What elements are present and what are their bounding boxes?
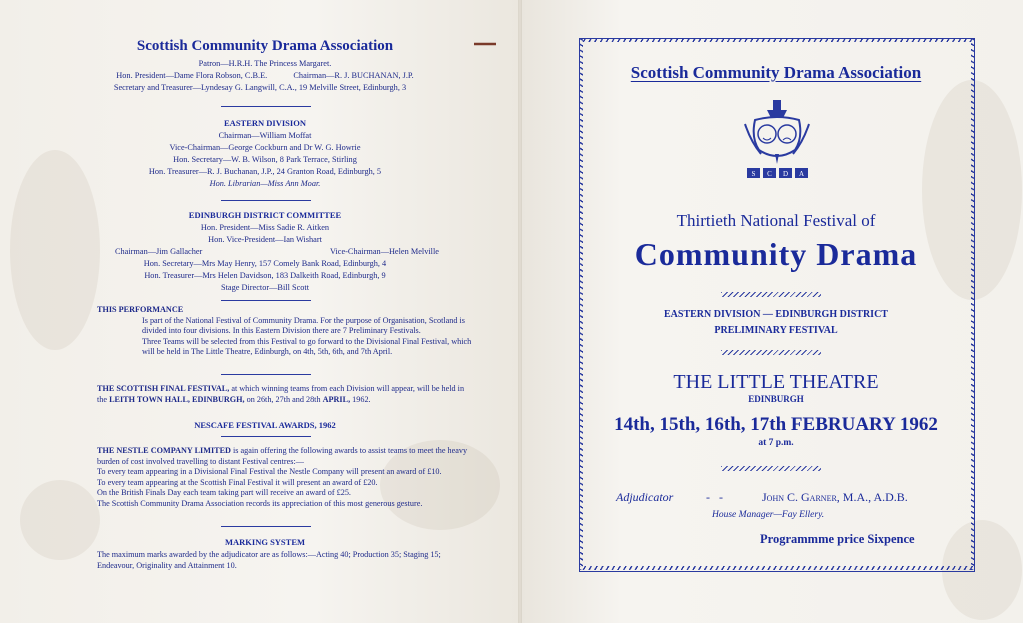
scottish-final-text: at which winning teams from each Division will appear, will be held in the bbox=[97, 384, 465, 404]
dc-treasurer: Hon. Treasurer—Mrs Helen Davidson, 183 Dalkeith Road, Edinburgh, 9 bbox=[144, 271, 386, 280]
squiggle-divider bbox=[721, 292, 821, 297]
scottish-final-text2: on 26th, 27th and 28th bbox=[244, 394, 323, 404]
stain bbox=[20, 480, 100, 560]
chairman: Chairman—R. J. BUCHANAN, J.P. bbox=[293, 71, 414, 80]
border-bottom-pattern bbox=[579, 566, 975, 570]
clip-mark-icon bbox=[472, 40, 498, 48]
marking-text: The maximum marks awarded by the adjudicator are as follows:—Acting 40; Production 35; Staging 15; Endeavour, Originality and Attainment 10. bbox=[97, 550, 441, 570]
divider bbox=[221, 200, 311, 201]
festival-line: Thirtieth National Festival of bbox=[676, 211, 876, 230]
border-left-pattern bbox=[579, 38, 583, 570]
ed-secretary: Hon. Secretary—W. B. Wilson, 8 Park Terrace, Stirling bbox=[173, 155, 357, 164]
ed-treasurer: Hon. Treasurer—R. J. Buchanan, J.P., 24 Granton Road, Edinburgh, 5 bbox=[148, 167, 382, 176]
this-performance-p1: Is part of the National Festival of Community Drama. For the purpose of Organisation, Scotland is divided into four divisions. In this Eastern Division there are 7 Preliminary Festivals. bbox=[142, 315, 465, 335]
nescafe-p2: To every team appearing in a Divisional Final Festival the Nestle Company will present an award of £10. bbox=[97, 467, 442, 476]
president-chairman-line bbox=[40, 70, 490, 82]
emblem-letter: A bbox=[798, 170, 805, 178]
divider bbox=[221, 106, 311, 107]
price: Programmme price Sixpence bbox=[760, 532, 915, 546]
dc-vice-president: Hon. Vice-President—Ian Wishart bbox=[208, 235, 322, 244]
nescafe-section bbox=[97, 446, 475, 509]
festival-title: Community Drama bbox=[634, 236, 918, 272]
patron-line: Patron—H.R.H. The Princess Margaret. bbox=[198, 59, 332, 68]
nescafe-p5: The Scottish Community Drama Association records its appreciation of this most generous gesture. bbox=[97, 498, 423, 508]
nescafe-heading: NESCAFE FESTIVAL AWARDS, 1962 bbox=[194, 420, 336, 430]
divider bbox=[221, 526, 311, 527]
nescafe-p4: On the British Finals Day each team taking part will receive an award of £25. bbox=[97, 488, 351, 497]
ed-vice-chairman: Vice-Chairman—George Cockburn and Dr W. G. Howrie bbox=[169, 143, 361, 152]
emblem-letter: S bbox=[751, 170, 756, 178]
emblem-letter: D bbox=[782, 170, 789, 178]
secretary-line: Secretary and Treasurer—Lyndesay G. Langwill, C.A., 19 Melville Street, Edinburgh, 3 bbox=[113, 83, 407, 92]
hon-president: Hon. President—Dame Flora Robson, C.B.E. bbox=[116, 71, 268, 80]
ed-chairman: Chairman—William Moffat bbox=[218, 131, 312, 140]
dates: 14th, 15th, 16th, 17th FEBRUARY 1962 bbox=[614, 414, 938, 435]
ed-librarian: Hon. Librarian—Miss Ann Moar. bbox=[209, 179, 321, 188]
nescafe-p3: To every team appearing at the Scottish Final Festival it will present an award of £20. bbox=[97, 477, 378, 487]
nescafe-p1: is again offering the following awards to assist teams to meet the heavy burden of cost involved travelling to distant Festival centres:— bbox=[97, 446, 468, 466]
emblem-letter: C bbox=[767, 170, 772, 178]
this-performance-p2: Three Teams will be selected from this Festival to go forward to the Divisional Final Festival, which will be held in The Little Theatre, Edinburgh, on 4th, 5th, 6th, and 7th April. bbox=[142, 336, 472, 356]
adjudicator-dashes: - - bbox=[706, 490, 723, 504]
divider bbox=[221, 300, 311, 301]
dc-secretary: Hon. Secretary—Mrs May Henry, 157 Comely Bank Road, Edinburgh, 4 bbox=[143, 259, 387, 268]
house-manager: House Manager—Fay Ellery. bbox=[712, 510, 825, 520]
adjudicator-name: John C. Garner, M.A., A.D.B. bbox=[762, 490, 908, 504]
nescafe-lead: THE NESTLE COMPANY LIMITED bbox=[97, 446, 231, 455]
squiggle-divider bbox=[721, 466, 821, 471]
city: EDINBURGH bbox=[748, 394, 804, 404]
right-association-title: Scottish Community Drama Association bbox=[630, 63, 922, 82]
border-right-pattern bbox=[971, 38, 975, 570]
border-top-pattern bbox=[579, 38, 975, 42]
dc-stage-director: Stage Director—Bill Scott bbox=[220, 283, 310, 292]
dc-chairman: Chairman—Jim Gallacher bbox=[115, 247, 203, 256]
scottish-final-lead: THE SCOTTISH FINAL FESTIVAL, bbox=[97, 384, 230, 393]
marking-heading: MARKING SYSTEM bbox=[224, 537, 306, 547]
right-page bbox=[522, 0, 1023, 623]
district-committee-heading: EDINBURGH DISTRICT COMMITTEE bbox=[188, 210, 342, 220]
scottish-final-year: 1962. bbox=[352, 394, 371, 404]
scottish-final-month: APRIL, bbox=[322, 394, 351, 404]
time: at 7 p.m. bbox=[758, 438, 794, 448]
dc-president: Hon. President—Miss Sadie R. Aitken bbox=[200, 223, 330, 232]
venue: THE LITTLE THEATRE bbox=[673, 371, 879, 393]
left-association-title: Scottish Community Drama Association bbox=[136, 38, 394, 54]
divider bbox=[221, 374, 311, 375]
scottish-final-venue: LEITH TOWN HALL, EDINBURGH, bbox=[109, 394, 245, 404]
this-performance-heading: THIS PERFORMANCE bbox=[97, 305, 184, 314]
dc-vice-chairman: Vice-Chairman—Helen Melville bbox=[330, 247, 439, 256]
this-performance-section bbox=[97, 305, 475, 358]
division-line: EASTERN DIVISION — EDINBURGH DISTRICT bbox=[664, 309, 888, 320]
adjudicator-label: Adjudicator bbox=[616, 490, 674, 504]
squiggle-divider bbox=[721, 350, 821, 355]
preliminary-line: PRELIMINARY FESTIVAL bbox=[714, 325, 838, 336]
scottish-final-section bbox=[97, 384, 475, 405]
eastern-division-heading: EASTERN DIVISION bbox=[224, 118, 306, 128]
scda-emblem-icon bbox=[737, 98, 817, 180]
divider bbox=[221, 436, 311, 437]
